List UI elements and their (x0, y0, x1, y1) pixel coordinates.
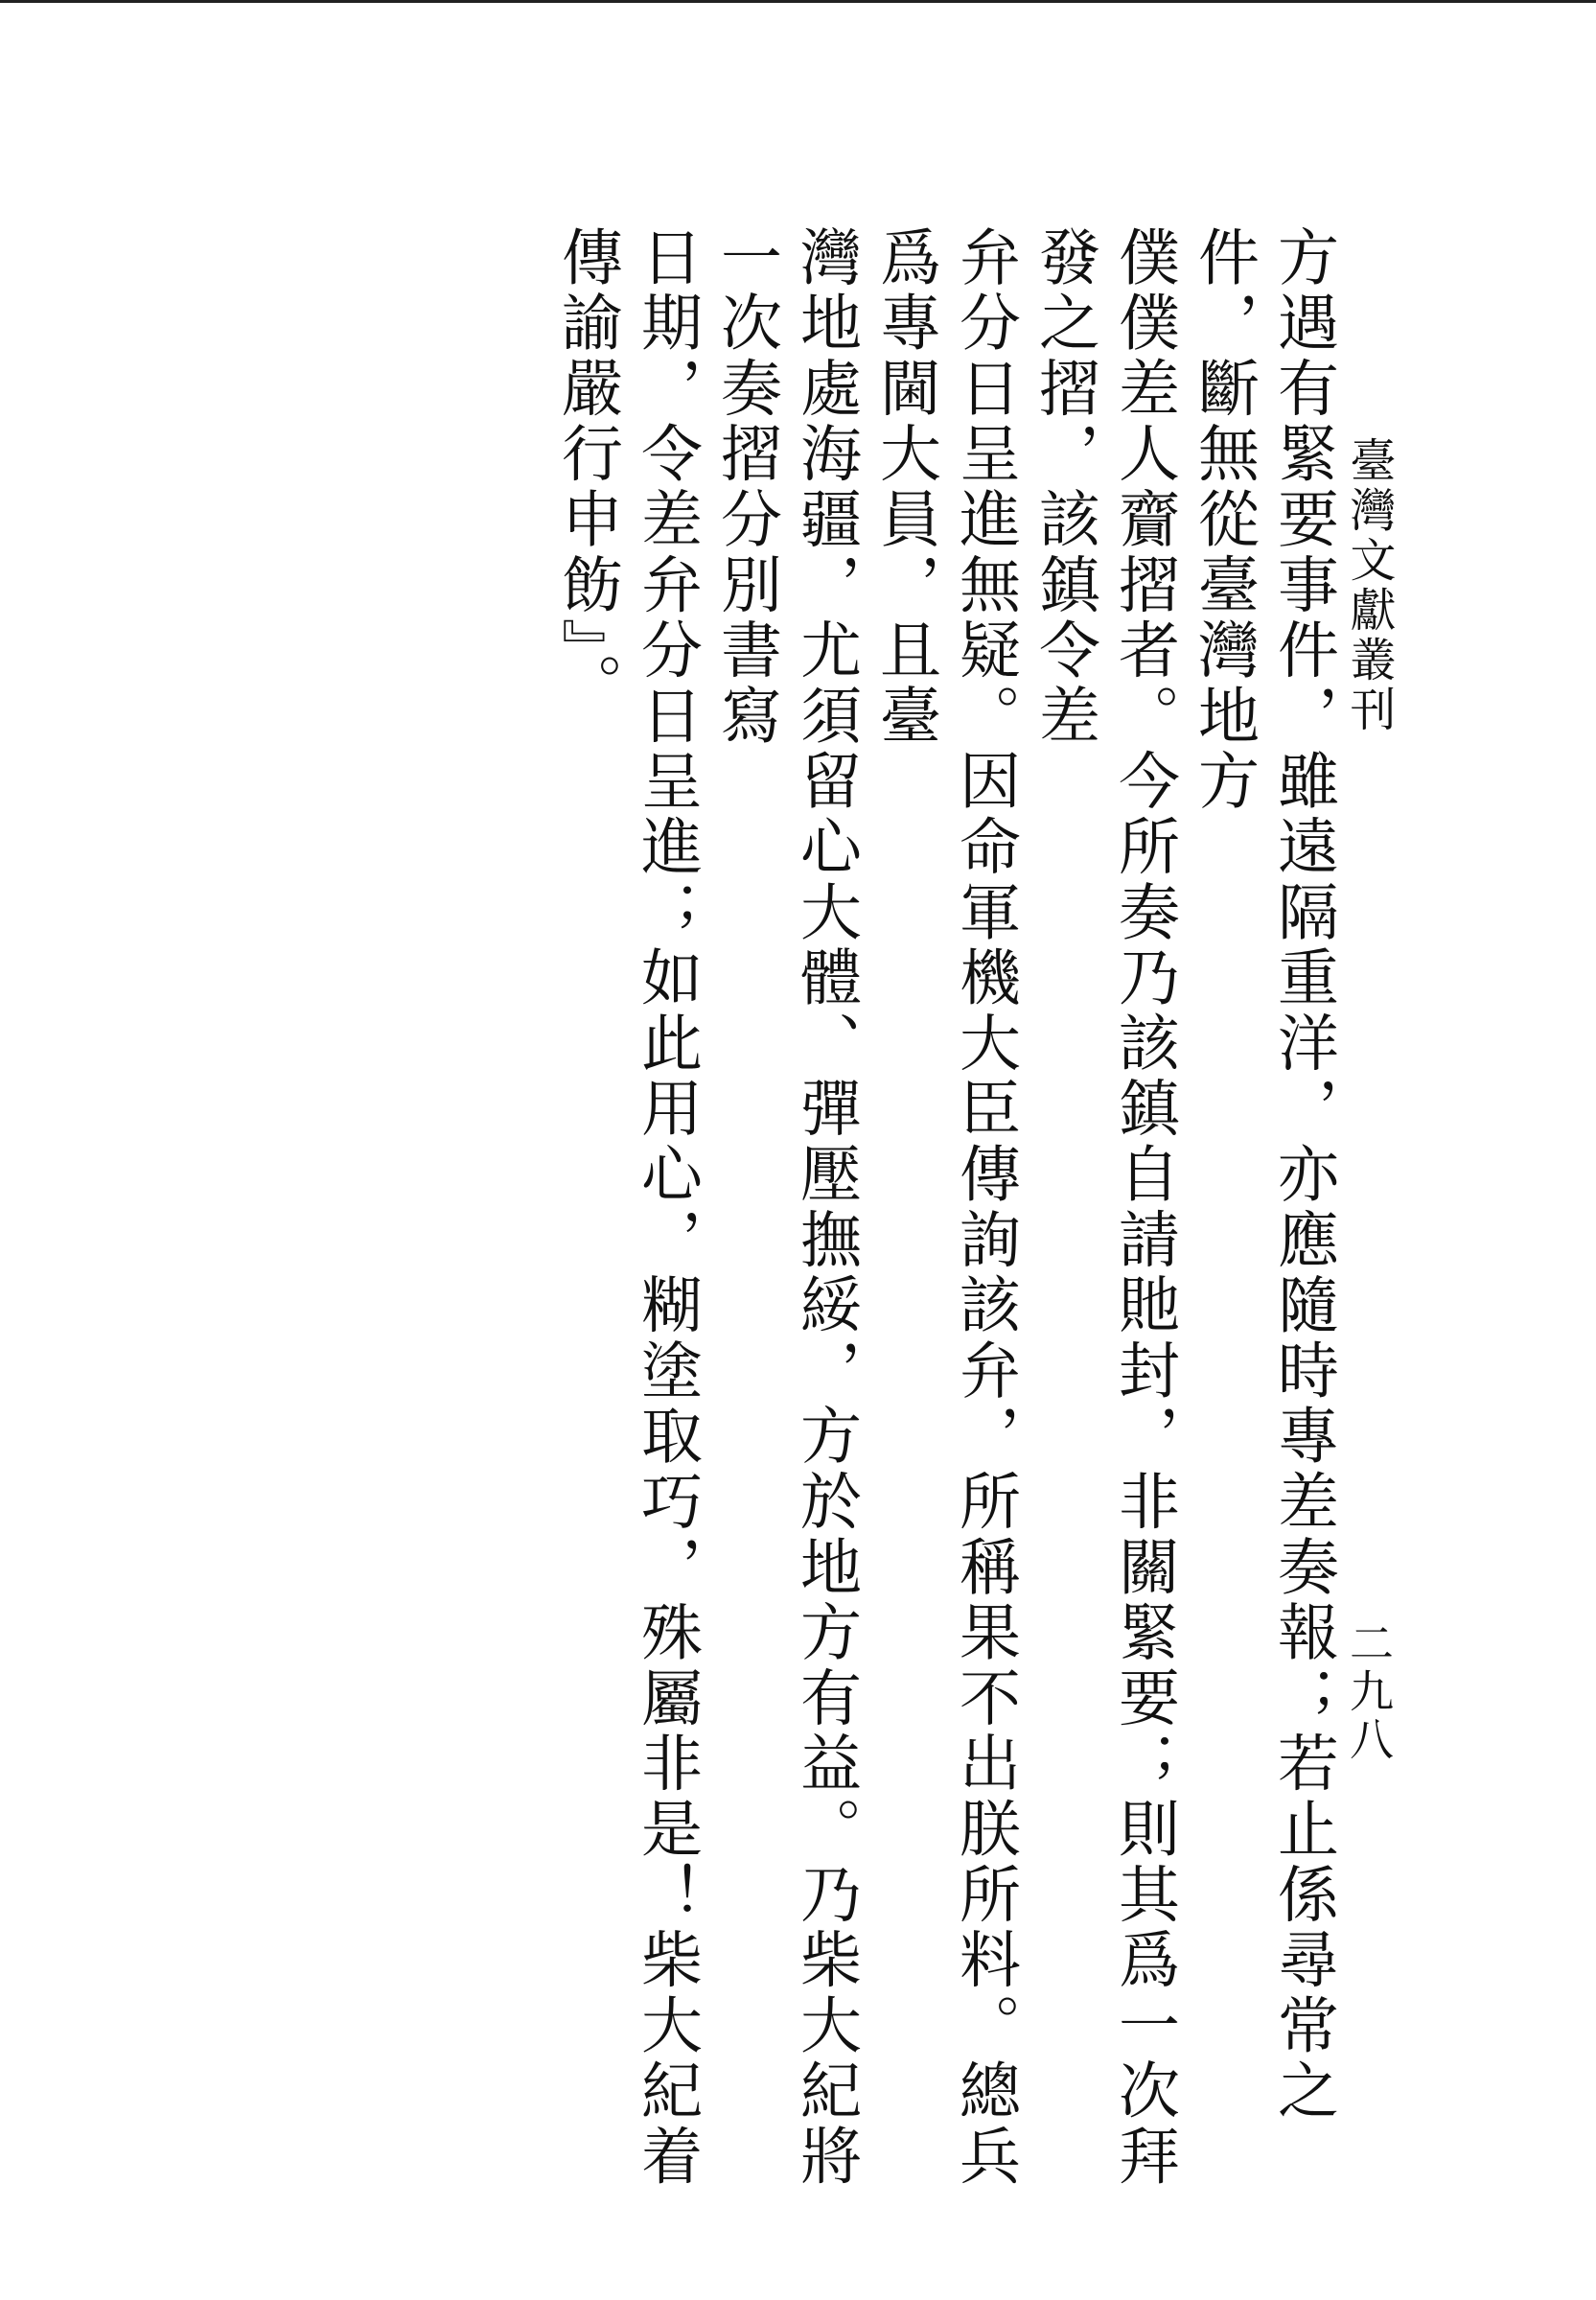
text-line: 方遇有緊要事件，雖遠隔重洋，亦應隨時專差奏報；若止係尋常之件，斷無從臺灣地方 (1188, 225, 1338, 2125)
text-line: 日期，令差弁分日呈進；如此用心，糊塗取巧，殊屬非是！柴大紀着傳諭嚴行申飭』。 (551, 225, 702, 2190)
top-border-line (0, 0, 1596, 3)
text-line: 弁分日呈進無疑。因命軍機大臣傳詢該弁，所稱果不出朕所料。總兵爲專閫大員，且臺 (869, 225, 1020, 2190)
running-title: 臺灣文獻叢刊 (1342, 436, 1396, 735)
text-line: 僕僕差人齎摺者。今所奏乃該鎮自請貤封，非關緊要；則其爲一次拜發之摺，該鎮令差 (1029, 225, 1179, 2190)
vertical-text-body (259, 225, 1342, 2219)
source-citation (0, 225, 546, 2219)
text-line: 灣地處海疆，尤須留心大體、彈壓撫綏，方於地方有益。乃柴大紀將一次奏摺分別書寫 (710, 225, 861, 2190)
page-number: 二九八 (1343, 1620, 1395, 1764)
